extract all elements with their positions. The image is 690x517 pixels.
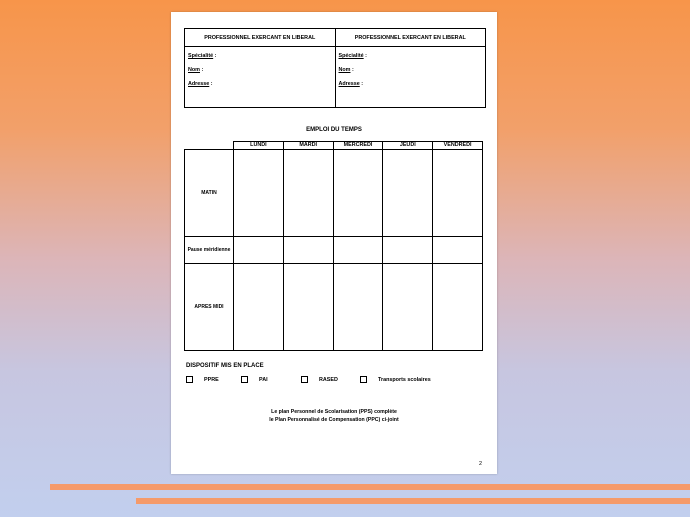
pps-note bbox=[171, 409, 497, 424]
option-ppre[interactable] bbox=[186, 376, 219, 383]
document-page bbox=[171, 12, 497, 474]
day-header: MARDI bbox=[283, 142, 333, 149]
schedule-cell[interactable] bbox=[333, 150, 383, 236]
option-pai[interactable] bbox=[241, 376, 268, 383]
nom-field: Nom : bbox=[188, 67, 204, 73]
page-number: 2 bbox=[479, 461, 482, 467]
schedule-row-apres-midi bbox=[185, 263, 482, 350]
schedule-cell[interactable] bbox=[333, 264, 383, 350]
schedule-cell[interactable] bbox=[233, 264, 283, 350]
option-rased[interactable] bbox=[301, 376, 338, 383]
schedule-cell[interactable] bbox=[382, 264, 432, 350]
adresse-label: Adresse bbox=[188, 81, 210, 87]
checkbox-icon[interactable] bbox=[186, 376, 193, 383]
schedule-row-matin bbox=[185, 150, 482, 236]
nom-label: Nom bbox=[338, 67, 351, 73]
nom-field: Nom : bbox=[338, 67, 354, 73]
adresse-field: Adresse : bbox=[338, 81, 364, 87]
option-label: PAI bbox=[259, 376, 268, 383]
day-header: LUNDI bbox=[250, 142, 267, 148]
adresse-label: Adresse bbox=[338, 81, 360, 87]
adresse-field: Adresse : bbox=[188, 81, 213, 87]
professional-column-1 bbox=[185, 29, 335, 107]
option-label: Transports scolaires bbox=[378, 376, 431, 383]
schedule-table bbox=[184, 141, 483, 351]
schedule-cell[interactable] bbox=[382, 150, 432, 236]
decor-stripe-top bbox=[50, 484, 690, 490]
professional-column-2 bbox=[335, 29, 486, 107]
schedule-cell[interactable] bbox=[432, 150, 482, 236]
checkbox-icon[interactable] bbox=[241, 376, 248, 383]
day-header: MERCREDI bbox=[333, 142, 383, 149]
decor-stripe-bottom bbox=[136, 498, 690, 504]
specialite-field: Spécialité : bbox=[188, 53, 217, 59]
schedule-cell[interactable] bbox=[382, 237, 432, 263]
schedule-cell[interactable] bbox=[333, 237, 383, 263]
option-transports[interactable] bbox=[360, 376, 431, 383]
dispositif-options bbox=[186, 376, 486, 388]
schedule-cell[interactable] bbox=[283, 264, 333, 350]
row-label: MATIN bbox=[201, 189, 217, 196]
schedule-title: EMPLOI DU TEMPS bbox=[306, 127, 362, 133]
option-label: PPRE bbox=[204, 376, 219, 383]
schedule-cell[interactable] bbox=[432, 237, 482, 263]
schedule-cell[interactable] bbox=[233, 150, 283, 236]
schedule-body bbox=[184, 149, 483, 351]
schedule-cell[interactable] bbox=[233, 237, 283, 263]
day-header: VENDREDI bbox=[432, 142, 482, 149]
option-label: RASED bbox=[319, 376, 338, 383]
professional-table bbox=[184, 28, 486, 108]
nom-label: Nom bbox=[188, 67, 200, 73]
professional-heading: PROFESSIONNEL EXERCANT EN LIBERAL bbox=[336, 29, 486, 47]
row-label: APRES MIDI bbox=[194, 303, 224, 310]
checkbox-icon[interactable] bbox=[360, 376, 367, 383]
day-header: JEUDI bbox=[382, 142, 432, 149]
dispositif-title: DISPOSITIF MIS EN PLACE bbox=[186, 363, 264, 369]
schedule-cell[interactable] bbox=[432, 264, 482, 350]
schedule-row-pause bbox=[185, 236, 482, 263]
row-label: Pause méridienne bbox=[187, 246, 231, 253]
specialite-label: Spécialité bbox=[338, 53, 364, 59]
schedule-cell[interactable] bbox=[283, 150, 333, 236]
specialite-field: Spécialité : bbox=[338, 53, 367, 59]
note-line-1: Le plan Personnel de Scolarisation (PPS) complète bbox=[271, 409, 397, 415]
professional-heading: PROFESSIONNEL EXERCANT EN LIBERAL bbox=[185, 29, 335, 47]
specialite-label: Spécialité bbox=[188, 53, 214, 59]
checkbox-icon[interactable] bbox=[301, 376, 308, 383]
note-line-2: le Plan Personnalisé de Compensation (PPC) ci-joint bbox=[269, 416, 399, 423]
schedule-cell[interactable] bbox=[283, 237, 333, 263]
